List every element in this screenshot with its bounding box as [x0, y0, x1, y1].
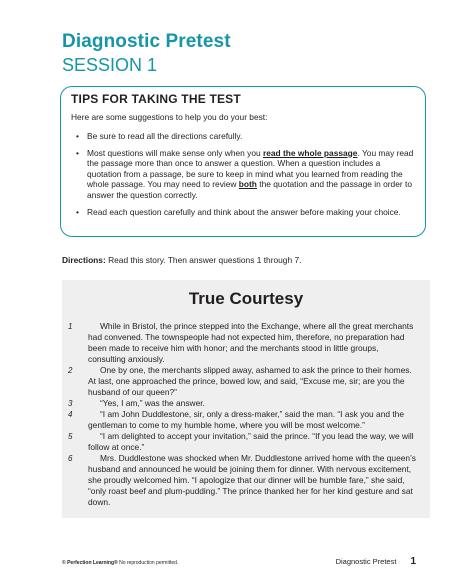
- paragraph-text: Mrs. Duddlestone was shocked when Mr. Duddlestone arrived home with the queen’s husband and announced he would be joining them for dinner. With nervous excitement, she proudly welcomed him. “I apologize that our dinner will be humble fare,” she said, “only roast beef and plum-pudding.” The prince thanked her for her kind gesture and sat down.: [88, 453, 416, 507]
- tip-text: the quotation and the passage in order to answer the question correctly.: [87, 179, 412, 200]
- tip-emphasis: read the whole passage: [262, 147, 358, 158]
- session-label: SESSION 1: [62, 55, 158, 75]
- story-passage: [62, 280, 430, 518]
- line-number: 4: [68, 410, 73, 419]
- story-paragraph: [68, 453, 418, 508]
- paragraph-text: “I am delighted to accept your invitation,” said the prince. “If you lead the way, we will follow at once.”: [88, 431, 414, 452]
- tip-item: [71, 148, 415, 201]
- line-number: 2: [68, 366, 73, 375]
- line-number: 1: [68, 322, 73, 331]
- tip-text: Most questions will make sense only when you: [87, 147, 263, 158]
- tip-text: Be sure to read all the directions carefully.: [87, 131, 243, 141]
- tip-emphasis: both: [238, 179, 257, 190]
- tip-text: Read each question carefully and think about the answer before making your choice.: [87, 206, 401, 217]
- publisher-name: © Perfection Learning®: [62, 560, 118, 566]
- paragraph-text: “Yes, I am,” was the answer.: [100, 398, 205, 408]
- tips-intro: Here are some suggestions to help you do your best:: [71, 112, 268, 122]
- paragraph-text: “I am John Duddlestone, sir, only a dress-maker,” said the man. “I ask you and the gentleman to come to my humble home, where you will be most welcome.”: [88, 409, 404, 430]
- directions-text: Read this story. Then answer questions 1 through 7.: [105, 255, 302, 265]
- tip-item: [71, 207, 415, 218]
- tips-list: [71, 125, 415, 217]
- reproduction-notice: No reproduction permitted.: [117, 560, 179, 566]
- directions: [62, 255, 301, 265]
- story-paragraph: [68, 321, 418, 365]
- footer-copyright: [62, 560, 178, 566]
- line-number: 6: [68, 454, 73, 463]
- tip-item: [71, 131, 415, 142]
- tips-box: [60, 86, 426, 237]
- paragraph-text: While in Bristol, the prince stepped into the Exchange, where all the great merchants had convened. The townspeople had not expected him, therefore, no preparation had been made to receive him with honor; and the merchants stood in little groups, consulting anxiously.: [88, 321, 414, 364]
- story-paragraph: [68, 409, 418, 431]
- tip-text: . You may read the passage more than once to answer a question. When a question includes a quotation from a passage, be sure to keep in mind what you learned from reading the whole passage. You may need to review: [87, 147, 414, 190]
- line-number: 5: [68, 432, 73, 441]
- story-paragraph: [68, 431, 418, 453]
- paragraph-text: One by one, the merchants slipped away, ashamed to ask the prince to their homes. At last, one approached the prince, bowed low, and said, “Excuse me, sir; are you the husband of our queen?”: [88, 365, 412, 397]
- story-title: True Courtesy: [188, 289, 304, 308]
- story-paragraph: [68, 398, 418, 409]
- footer-section-title: Diagnostic Pretest: [335, 557, 397, 566]
- page-number: 1: [410, 556, 416, 567]
- directions-label: Directions:: [62, 255, 106, 265]
- story-paragraph: [68, 365, 418, 398]
- page-title: Diagnostic Pretest: [62, 31, 231, 52]
- tips-heading: TIPS FOR TAKING THE TEST: [71, 92, 241, 106]
- line-number: 3: [68, 399, 73, 408]
- footer-page-info: [336, 556, 416, 567]
